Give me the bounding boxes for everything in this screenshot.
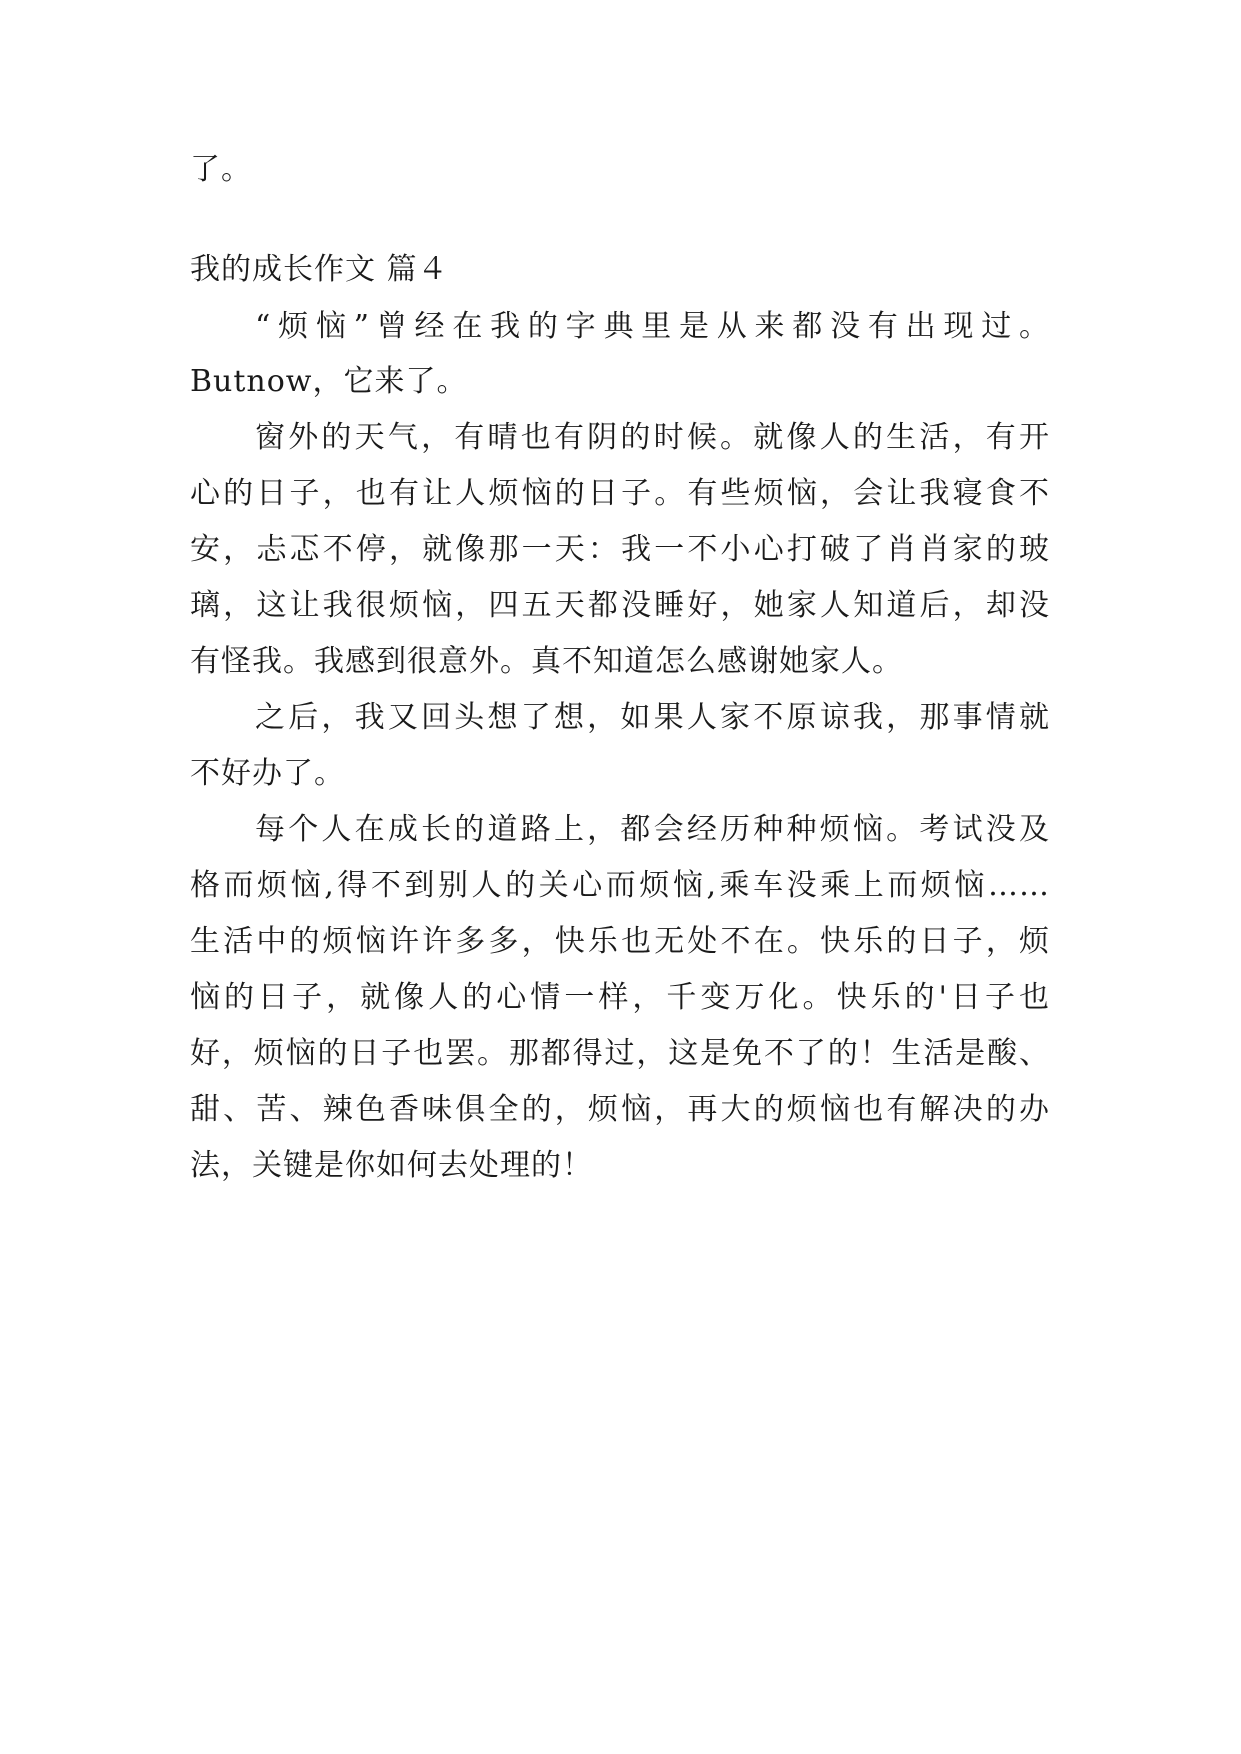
- paragraph-1-line-1: “烦恼”曾经在我的字典里是从来都没有出现过。: [255, 309, 1050, 344]
- paragraph-2-line-2: 心的日子，也有让人烦恼的日子。有些烦恼，会让我寝食不: [190, 476, 1050, 511]
- paragraph-4-line-4: 恼的日子，就像人的心情一样，千变万化。快乐的'日子也: [190, 980, 1050, 1015]
- paragraph-2-line-1: 窗外的天气，有晴也有阴的时候。就像人的生活，有开: [255, 420, 1050, 455]
- paragraph-2-line-5: 有怪我。我感到很意外。真不知道怎么感谢她家人。: [190, 644, 903, 679]
- paragraph-2-line-3: 安，忐忑不停，就像那一天：我一不小心打破了肖肖家的玻: [190, 532, 1050, 567]
- paragraph-4-line-1: 每个人在成长的道路上，都会经历种种烦恼。考试没及: [255, 812, 1050, 847]
- paragraph-3-line-2: 不好办了。: [190, 756, 345, 791]
- paragraph-2-line-4: 璃，这让我很烦恼，四五天都没睡好，她家人知道后，却没: [190, 588, 1050, 623]
- paragraph-1-line-2: Butnow，它来了。: [190, 364, 468, 399]
- paragraph-4-line-3: 生活中的烦恼许许多多，快乐也无处不在。快乐的日子，烦: [190, 924, 1050, 959]
- paragraph-4-line-6: 甜、苦、辣色香味俱全的，烦恼，再大的烦恼也有解决的办: [190, 1092, 1050, 1127]
- text-line-continuation: 了。: [190, 152, 252, 187]
- paragraph-3-line-1: 之后，我又回头想了想，如果人家不原谅我，那事情就: [255, 700, 1050, 735]
- paragraph-4-line-7: 法，关键是你如何去处理的！: [190, 1148, 593, 1183]
- paragraph-4-line-2: 格而烦恼,得不到别人的关心而烦恼,乘车没乘上而烦恼……: [190, 868, 1050, 903]
- paragraph-4-line-5: 好，烦恼的日子也罢。那都得过，这是免不了的！生活是酸、: [190, 1036, 1050, 1071]
- section-heading: 我的成长作文 篇４: [190, 252, 449, 287]
